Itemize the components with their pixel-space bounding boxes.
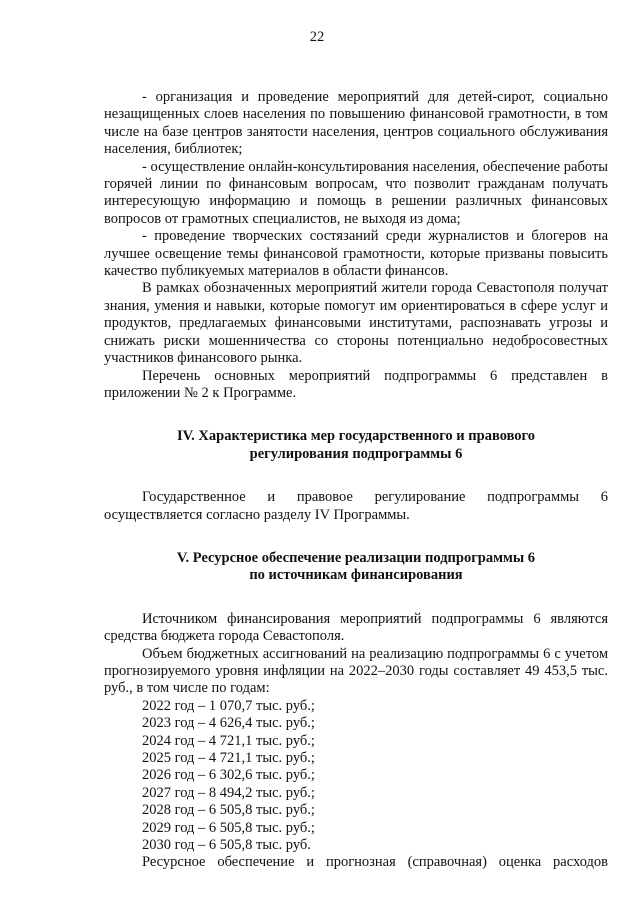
paragraph-activities-list: Перечень основных мероприятий подпрограммы 6 представлен в приложении № 2 к Программе. — [104, 367, 608, 401]
budget-year-item: 2028 год – 6 505,8 тыс. руб.; — [142, 802, 315, 819]
document-body — [104, 89, 608, 872]
paragraph-online-consulting: - осуществление онлайн-консультирования населения, обеспечение работы горячей линии по финансовым вопросам, что позволит гражданам получать интересующую информацию и помощь в решении различных финансовых вопросов от грамотных специалистов, не выходя из дома; — [104, 158, 608, 227]
section-5-heading-line-2: по источникам финансирования — [249, 567, 463, 584]
budget-year-item: 2025 год – 4 721,1 тыс. руб.; — [142, 750, 315, 766]
budget-by-year-list — [104, 698, 608, 855]
budget-year-item: 2029 год – 6 505,8 тыс. руб.; — [142, 819, 315, 836]
paragraph-residents: В рамках обозначенных мероприятий жители города Севастополя получат знания, умения и навыки, которые помогут им ориентироваться в сфере услуг и продуктов, предлагаемых финансовыми институтами, распознавать угрозы и снижать риски мошенничества со стороны потенциально недобросовестных участников финансового рынка. — [104, 280, 608, 367]
budget-year-item: 2022 год – 1 070,7 тыс. руб.; — [142, 697, 315, 714]
section-5-heading-line-1: V. Ресурсное обеспечение реализации подпрограммы 6 — [176, 549, 536, 566]
paragraph-creative-contests: - проведение творческих состязаний среди журналистов и блогеров на лучшее освещение темы финансовой грамотности, которые призваны повысить качество публикуемых материалов в области финансов. — [104, 228, 608, 280]
section-5-paragraph-funding-source: Источником финансирования мероприятий подпрограммы 6 являются средства бюджета города Севастополя. — [104, 610, 608, 645]
section-4-heading-line-2: регулирования подпрограммы 6 — [249, 445, 463, 462]
budget-year-item: 2027 год – 8 494,2 тыс. руб.; — [142, 784, 315, 801]
paragraph-orphans: - организация и проведение мероприятий для детей-сирот, социально незащищенных слоев населения по повышению финансовой грамотности, в том числе на базе центров занятости населения, центров социального обслуживания населения, библиотек; — [104, 89, 608, 158]
section-5-paragraph-budget-volume: Объем бюджетных ассигнований на реализацию подпрограммы 6 с учетом прогнозируемого уровня инфляции на 2022–2030 годы составляет 49 453,5 тыс. руб., в том числе по годам: — [104, 645, 608, 697]
section-5-heading — [104, 550, 608, 585]
section-4-heading-line-1: IV. Характеристика мер государственного и правового — [176, 428, 536, 445]
section-4-paragraph: Государственное и правовое регулирование подпрограммы 6 осуществляется согласно разделу IV Программы. — [104, 489, 608, 523]
budget-year-item: 2026 год – 6 302,6 тыс. руб.; — [142, 767, 315, 784]
budget-year-item: 2023 год – 4 626,4 тыс. руб.; — [142, 715, 315, 732]
section-4-heading — [104, 428, 608, 463]
page-number: 22 — [309, 29, 325, 45]
section-5-paragraph-resource-provision: Ресурсное обеспечение и прогнозная (справочная) оценка расходов — [142, 854, 608, 871]
budget-year-item: 2030 год – 6 505,8 тыс. руб. — [142, 837, 311, 854]
budget-year-item: 2024 год – 4 721,1 тыс. руб.; — [142, 732, 315, 749]
